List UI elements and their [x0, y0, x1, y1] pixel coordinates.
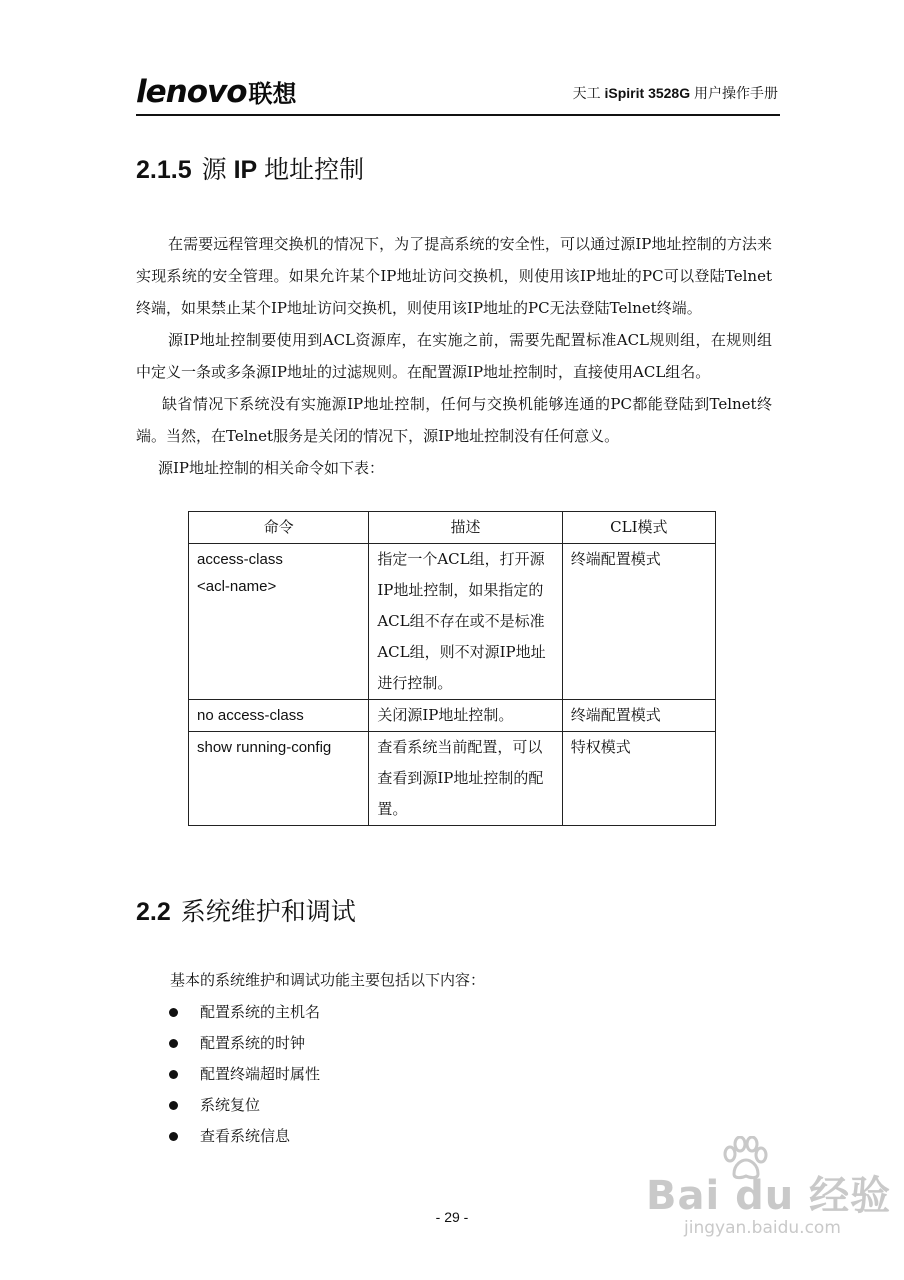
list-item-text: 配置系统的时钟 — [200, 1034, 306, 1052]
command-cell — [189, 544, 369, 700]
list-item — [168, 1028, 320, 1059]
mode-cell: 终端配置模式 — [562, 544, 715, 700]
table-header-cell: 命令 — [189, 512, 369, 544]
bullet-icon — [169, 1101, 178, 1110]
list-item-text: 配置终端超时属性 — [200, 1065, 321, 1083]
paragraph: 缺省情况下系统没有实施源IP地址控制，任何与交换机能够连通的PC都能登陆到Telnet终端。当然，在Telnet服务是关闭的情况下，源IP地址控制没有任何意义。 — [136, 395, 772, 445]
paragraph: 源IP地址控制的相关命令如下表： — [158, 459, 385, 477]
bullet-icon — [169, 1039, 178, 1048]
section-title: 系统维护和调试 — [180, 898, 356, 926]
table-row — [189, 700, 716, 732]
bullet-icon — [169, 1008, 178, 1017]
list-item-text: 配置系统的主机名 — [200, 1003, 321, 1021]
list-item-text: 查看系统信息 — [200, 1127, 291, 1145]
list-item-text: 系统复位 — [200, 1096, 261, 1114]
list-item — [168, 997, 320, 1028]
logo-cn-text: 联想 — [248, 80, 297, 108]
watermark-url: jingyan.baidu.com — [684, 1218, 841, 1238]
paragraph: 源IP地址控制要使用到ACL资源库，在实施之前，需要先配置标准ACL规则组，在规则组中定义一条或多条源IP地址的过滤规则。在配置源IP地址控制时，直接使用ACL组名。 — [136, 331, 772, 381]
section-title-part: 源 — [201, 156, 234, 184]
description-cell: 查看系统当前配置，可以查看到源IP地址控制的配置。 — [369, 732, 562, 826]
lenovo-logo — [136, 74, 297, 112]
command-cell — [189, 732, 369, 826]
section-intro: 基本的系统维护和调试功能主要包括以下内容： — [170, 971, 486, 989]
command-text: show running-config — [197, 739, 332, 756]
bullet-list — [168, 997, 320, 1152]
table-row — [189, 544, 716, 700]
table-header-row — [189, 512, 716, 544]
command-text: <acl-name> — [197, 578, 277, 595]
bullet-icon — [169, 1070, 178, 1079]
section-heading-2-1-5 — [136, 150, 364, 186]
manual-title — [573, 83, 778, 103]
bullet-icon — [169, 1132, 178, 1141]
table-row — [189, 732, 716, 826]
list-item — [168, 1121, 320, 1152]
command-text: access-class — [197, 551, 283, 568]
list-item — [168, 1059, 320, 1090]
baidu-watermark — [636, 1140, 892, 1250]
section-title-part: 地址控制 — [257, 156, 365, 184]
section-number: 2.1.5 — [136, 156, 192, 184]
page-number: - 29 - — [435, 1209, 469, 1225]
section-heading-2-2 — [136, 892, 356, 928]
watermark-brand: Bai du 经验 — [646, 1173, 892, 1219]
page-header — [136, 72, 780, 116]
logo-text: lenovo — [136, 74, 247, 110]
section-title-ip: IP — [233, 156, 258, 184]
table-header-cell: 描述 — [369, 512, 562, 544]
table-header-cell: CLI模式 — [562, 512, 715, 544]
manual-title-product: iSpirit 3528G — [604, 85, 691, 101]
manual-title-suffix: 用户操作手册 — [690, 85, 778, 101]
command-text: no access-class — [197, 707, 304, 724]
paragraph: 在需要远程管理交换机的情况下，为了提高系统的安全性，可以通过源IP地址控制的方法来实现系统的安全管理。如果允许某个IP地址访问交换机，则使用该IP地址的PC可以登陆Telnet终端，如果禁止某个IP地址访问交换机，则使用该IP地址的PC无法登陆Telnet终端。 — [136, 235, 772, 317]
description-cell: 关闭源IP地址控制。 — [369, 700, 562, 732]
description-cell: 指定一个ACL组，打开源IP地址控制，如果指定的ACL组不存在或不是标准ACL组，则不对源IP地址进行控制。 — [369, 544, 562, 700]
list-item — [168, 1090, 320, 1121]
mode-cell: 特权模式 — [562, 732, 715, 826]
mode-cell: 终端配置模式 — [562, 700, 715, 732]
command-table — [188, 511, 716, 826]
section-number: 2.2 — [136, 898, 171, 926]
command-cell — [189, 700, 369, 732]
manual-title-prefix: 天工 — [572, 85, 605, 101]
